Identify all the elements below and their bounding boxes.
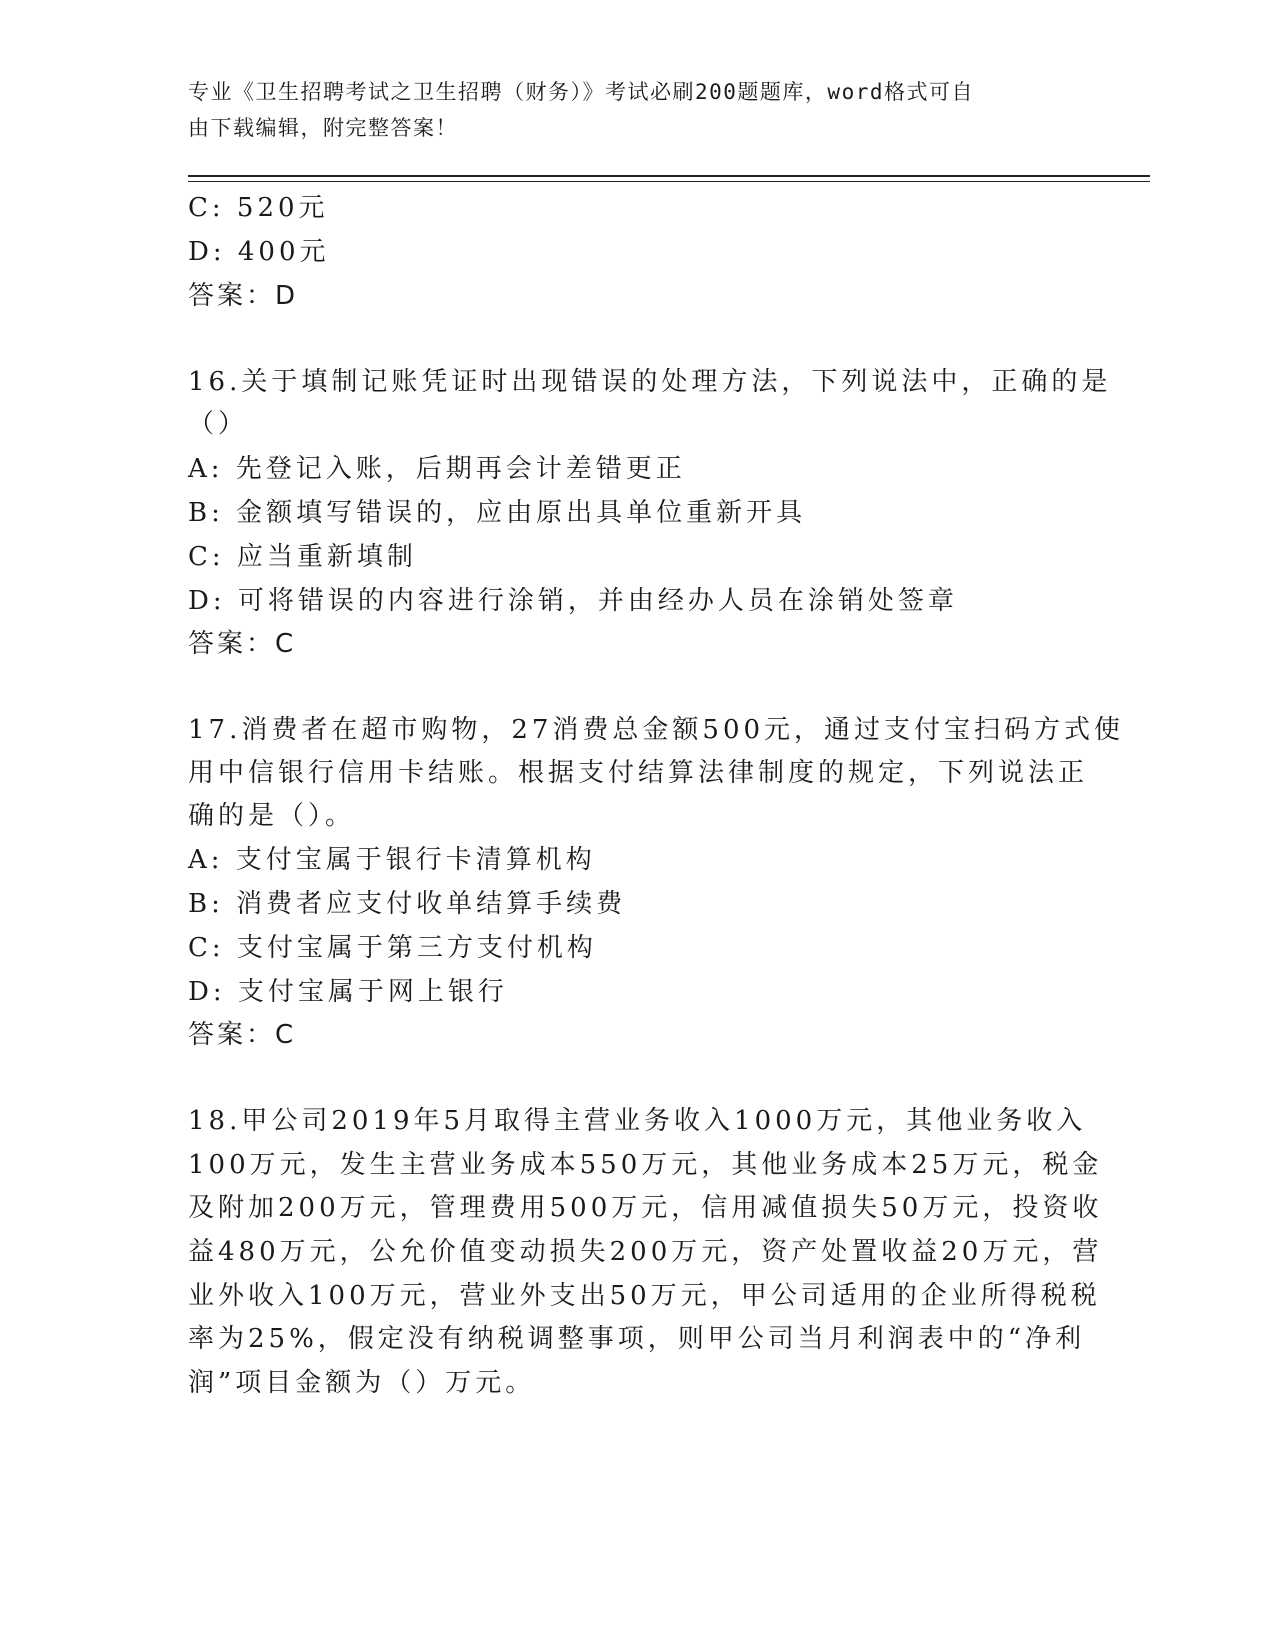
q16-option-a: A: 先登记入账，后期再会计差错更正 [188,454,686,484]
header-divider [188,181,1150,182]
q16-option-d: D: 可将错误的内容进行涂销，并由经办人员在涂销处签章 [188,586,958,616]
q15-option-d: D: 400元 [188,237,330,267]
document-header [188,74,1068,146]
q18-stem: 及附加200万元，管理费用500万元，信用减值损失50万元，投资收 [188,1193,1103,1223]
q18-stem: 益480万元，公允价值变动损失200万元，资产处置收益20万元，营 [188,1237,1103,1267]
q17-stem: 用中信银行信用卡结账。根据支付结算法律制度的规定，下列说法正 [188,758,1089,788]
q16-stem: 16.关于填制记账凭证时出现错误的处理方法，下列说法中，正确的是 [188,367,1112,397]
q15-option-c: C: 520元 [188,193,329,223]
q16-stem: （） [188,409,249,439]
q15-answer: 答案：D [188,281,299,311]
q16-option-c: C: 应当重新填制 [188,542,417,572]
q17-option-c: C: 支付宝属于第三方支付机构 [188,933,597,963]
q18-stem: 业外收入100万元，营业外支出50万元，甲公司适用的企业所得税税 [188,1281,1101,1311]
q17-stem: 17.消费者在超市购物，27消费总金额500元，通过支付宝扫码方式使 [188,715,1125,745]
q17-option-a: A: 支付宝属于银行卡清算机构 [188,845,596,875]
q17-option-b: B: 消费者应支付收单结算手续费 [188,889,627,919]
header-line: 专业《卫生招聘考试之卫生招聘（财务）》考试必刷200题题库，word格式可自 [188,80,974,104]
q16-option-b: B: 金额填写错误的，应由原出具单位重新开具 [188,498,807,528]
q18-stem: 100万元，发生主营业务成本550万元，其他业务成本25万元，税金 [188,1150,1103,1180]
q17-stem: 确的是（）。 [188,801,356,831]
q18-stem: 18.甲公司2019年5月取得主营业务收入1000万元，其他业务收入 [188,1106,1087,1136]
q17-option-d: D: 支付宝属于网上银行 [188,977,508,1007]
q17-answer: 答案：C [188,1020,297,1050]
q18-stem: 润”项目金额为（）万元。 [188,1368,536,1398]
q18-stem: 率为25%，假定没有纳税调整事项，则甲公司当月利润表中的“净利 [188,1324,1086,1354]
q16-answer: 答案：C [188,629,297,659]
header-line: 由下载编辑，附完整答案！ [188,116,458,140]
header-divider [188,175,1150,177]
